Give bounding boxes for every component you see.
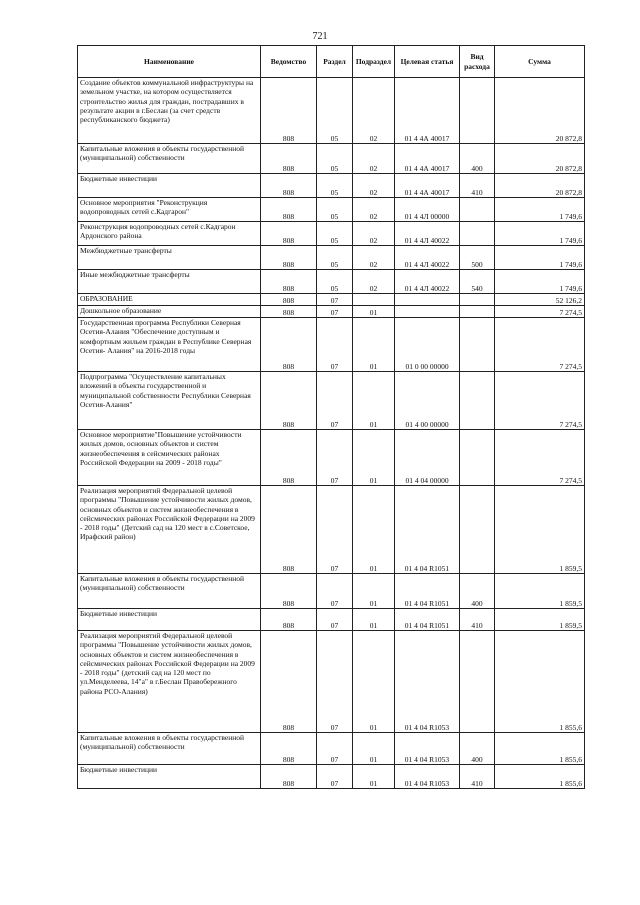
row-subsection: 01	[353, 765, 395, 789]
row-subsection: 01	[353, 609, 395, 631]
row-subsection	[353, 294, 395, 306]
row-name: ОБРАЗОВАНИЕ	[78, 294, 261, 306]
row-department: 808	[261, 198, 317, 222]
row-amount: 1 859,5	[495, 486, 585, 574]
row-department: 808	[261, 174, 317, 198]
table-row	[78, 270, 585, 294]
row-name: Реализация мероприятий Федеральной целевой программы "Повышение устойчивости жилых домов, основных объектов и систем жизнеобеспечения в сейсмических районах Российской Федерации на 2009 - 2018 годы" (детский сад на 120 мест по ул.Менделеева, 14"а" в г.Беслан Правобережного района РСО-Алания)	[78, 631, 261, 733]
row-subsection: 01	[353, 486, 395, 574]
row-subsection: 02	[353, 174, 395, 198]
header-department: Ведомство	[261, 46, 317, 78]
row-expense-type: 400	[460, 733, 495, 765]
row-name: Основное мероприятие"Повышение устойчивости жилых домов, основных объектов и систем жизнеобеспечения в сейсмических районах Российской Федерации на 2009 - 2018 годы"	[78, 430, 261, 486]
row-amount: 1 749,6	[495, 270, 585, 294]
row-department: 808	[261, 430, 317, 486]
row-name: Межбюджетные трансферты	[78, 246, 261, 270]
row-section: 07	[317, 765, 353, 789]
row-subsection: 02	[353, 144, 395, 174]
row-expense-type	[460, 372, 495, 430]
header-subsection: Подраздел	[353, 46, 395, 78]
table-row	[78, 174, 585, 198]
row-department: 808	[261, 765, 317, 789]
row-amount: 7 274,5	[495, 306, 585, 318]
row-target	[395, 306, 460, 318]
row-amount: 1 855,6	[495, 765, 585, 789]
row-subsection: 01	[353, 733, 395, 765]
row-target: 01 4 04 R1053	[395, 733, 460, 765]
row-expense-type	[460, 306, 495, 318]
row-subsection: 02	[353, 198, 395, 222]
row-name: Государственная программа Республики Северная Осетия-Алания "Обеспечение доступным и комфортным жильем граждан в Республике Северная Осетия- Алания" на 2016-2018 годы	[78, 318, 261, 372]
header-section: Раздел	[317, 46, 353, 78]
row-target: 01 4 4А 40017	[395, 78, 460, 144]
row-target: 01 4 04 R1051	[395, 609, 460, 631]
row-expense-type	[460, 78, 495, 144]
budget-table	[77, 45, 585, 789]
row-name: Реализация мероприятий Федеральной целевой программы "Повышение устойчивости жилых домов, основных объектов и систем жизнеобеспечения в сейсмических районах Российской Федерации на 2009 - 2018 годы" (Детский сад на 120 мест в с.Советское, Ирафский район)	[78, 486, 261, 574]
row-subsection: 01	[353, 430, 395, 486]
row-name: Бюджетные инвестиции	[78, 609, 261, 631]
row-amount: 20 872,8	[495, 144, 585, 174]
row-expense-type	[460, 318, 495, 372]
row-name: Реконструкция водопроводных сетей с.Кадгарон Ардонского района	[78, 222, 261, 246]
row-amount: 7 274,5	[495, 430, 585, 486]
row-department: 808	[261, 144, 317, 174]
row-target: 01 4 4Л 40022	[395, 246, 460, 270]
row-name: Капитальные вложения в объекты государственной (муниципальной) собственности	[78, 733, 261, 765]
row-section: 05	[317, 246, 353, 270]
row-section: 05	[317, 144, 353, 174]
row-name: Подпрограмма "Осуществление капитальных вложений в объекты государственной и муниципальной собственности Республики Северная Осетия-Алания"	[78, 372, 261, 430]
row-name: Бюджетные инвестиции	[78, 174, 261, 198]
table-row	[78, 372, 585, 430]
table-row	[78, 246, 585, 270]
row-section: 07	[317, 733, 353, 765]
row-name: Основное мероприятия "Реконструкция водопроводных сетей с.Кадгарон"	[78, 198, 261, 222]
row-target: 01 4 4Л 40022	[395, 222, 460, 246]
table-row	[78, 733, 585, 765]
row-subsection: 01	[353, 318, 395, 372]
row-department: 808	[261, 372, 317, 430]
row-name: Иные межбюджетные трансферты	[78, 270, 261, 294]
row-expense-type	[460, 198, 495, 222]
table-row	[78, 306, 585, 318]
header-name: Наименование	[78, 46, 261, 78]
row-department: 808	[261, 733, 317, 765]
table-row	[78, 609, 585, 631]
row-section: 07	[317, 294, 353, 306]
table-row	[78, 144, 585, 174]
row-target: 01 4 00 00000	[395, 372, 460, 430]
row-target: 01 4 04 R1051	[395, 574, 460, 609]
row-department: 808	[261, 78, 317, 144]
row-section: 07	[317, 372, 353, 430]
row-subsection: 01	[353, 574, 395, 609]
row-amount: 7 274,5	[495, 372, 585, 430]
row-subsection: 01	[353, 631, 395, 733]
row-name: Дошкольное образование	[78, 306, 261, 318]
row-amount: 20 872,8	[495, 174, 585, 198]
row-target: 01 4 04 R1053	[395, 765, 460, 789]
table-row	[78, 78, 585, 144]
row-target: 01 4 4А 40017	[395, 144, 460, 174]
header-target: Целевая статья	[395, 46, 460, 78]
row-subsection: 01	[353, 306, 395, 318]
row-target: 01 0 00 00000	[395, 318, 460, 372]
header-expense-type: Вид расхода	[460, 46, 495, 78]
row-expense-type: 410	[460, 174, 495, 198]
row-section: 07	[317, 609, 353, 631]
row-amount: 1 859,5	[495, 574, 585, 609]
row-expense-type: 540	[460, 270, 495, 294]
row-target: 01 4 4Л 00000	[395, 198, 460, 222]
row-section: 07	[317, 318, 353, 372]
row-department: 808	[261, 574, 317, 609]
row-department: 808	[261, 609, 317, 631]
row-name: Создание объектов коммунальной инфраструктуры на земельном участке, на котором осуществляется строительство жилья для граждан, пострадавших в результате акции в г.Беслан (за счет средств республиканского бюджета)	[78, 78, 261, 144]
row-expense-type	[460, 222, 495, 246]
row-department: 808	[261, 246, 317, 270]
row-subsection: 02	[353, 270, 395, 294]
table-row	[78, 318, 585, 372]
row-amount: 1 749,6	[495, 222, 585, 246]
row-name: Капитальные вложения в объекты государственной (муниципальной) собственности	[78, 144, 261, 174]
row-amount: 1 749,6	[495, 198, 585, 222]
row-target: 01 4 04 R1051	[395, 486, 460, 574]
table-row	[78, 198, 585, 222]
row-amount: 1 855,6	[495, 631, 585, 733]
page-number: 721	[312, 31, 328, 42]
row-department: 808	[261, 294, 317, 306]
row-amount: 1 855,6	[495, 733, 585, 765]
row-section: 07	[317, 631, 353, 733]
table-row	[78, 574, 585, 609]
header-amount: Сумма	[495, 46, 585, 78]
row-expense-type: 400	[460, 574, 495, 609]
table-row	[78, 765, 585, 789]
row-target: 01 4 4А 40017	[395, 174, 460, 198]
table-header-row	[78, 46, 585, 78]
row-subsection: 02	[353, 222, 395, 246]
row-amount: 1 749,6	[495, 246, 585, 270]
table-row	[78, 486, 585, 574]
row-target: 01 4 4Л 40022	[395, 270, 460, 294]
row-section: 05	[317, 222, 353, 246]
row-section: 05	[317, 78, 353, 144]
row-expense-type: 410	[460, 765, 495, 789]
row-department: 808	[261, 222, 317, 246]
table-row	[78, 430, 585, 486]
row-name: Бюджетные инвестиции	[78, 765, 261, 789]
row-department: 808	[261, 306, 317, 318]
row-section: 05	[317, 270, 353, 294]
row-department: 808	[261, 631, 317, 733]
table-row	[78, 222, 585, 246]
row-section: 05	[317, 198, 353, 222]
row-name: Капитальные вложения в объекты государственной (муниципальной) собственности	[78, 574, 261, 609]
row-target: 01 4 04 00000	[395, 430, 460, 486]
row-target: 01 4 04 R1053	[395, 631, 460, 733]
row-subsection: 02	[353, 246, 395, 270]
row-section: 07	[317, 306, 353, 318]
row-section: 05	[317, 174, 353, 198]
row-expense-type: 500	[460, 246, 495, 270]
row-expense-type: 410	[460, 609, 495, 631]
row-section: 07	[317, 430, 353, 486]
row-amount: 52 126,2	[495, 294, 585, 306]
row-amount: 7 274,5	[495, 318, 585, 372]
row-expense-type: 400	[460, 144, 495, 174]
row-department: 808	[261, 318, 317, 372]
row-subsection: 02	[353, 78, 395, 144]
table-row	[78, 631, 585, 733]
row-section: 07	[317, 574, 353, 609]
row-department: 808	[261, 486, 317, 574]
row-expense-type	[460, 294, 495, 306]
row-expense-type	[460, 430, 495, 486]
row-expense-type	[460, 631, 495, 733]
row-section: 07	[317, 486, 353, 574]
row-target	[395, 294, 460, 306]
row-expense-type	[460, 486, 495, 574]
row-department: 808	[261, 270, 317, 294]
row-amount: 1 859,5	[495, 609, 585, 631]
row-amount: 20 872,8	[495, 78, 585, 144]
table-row	[78, 294, 585, 306]
row-subsection: 01	[353, 372, 395, 430]
